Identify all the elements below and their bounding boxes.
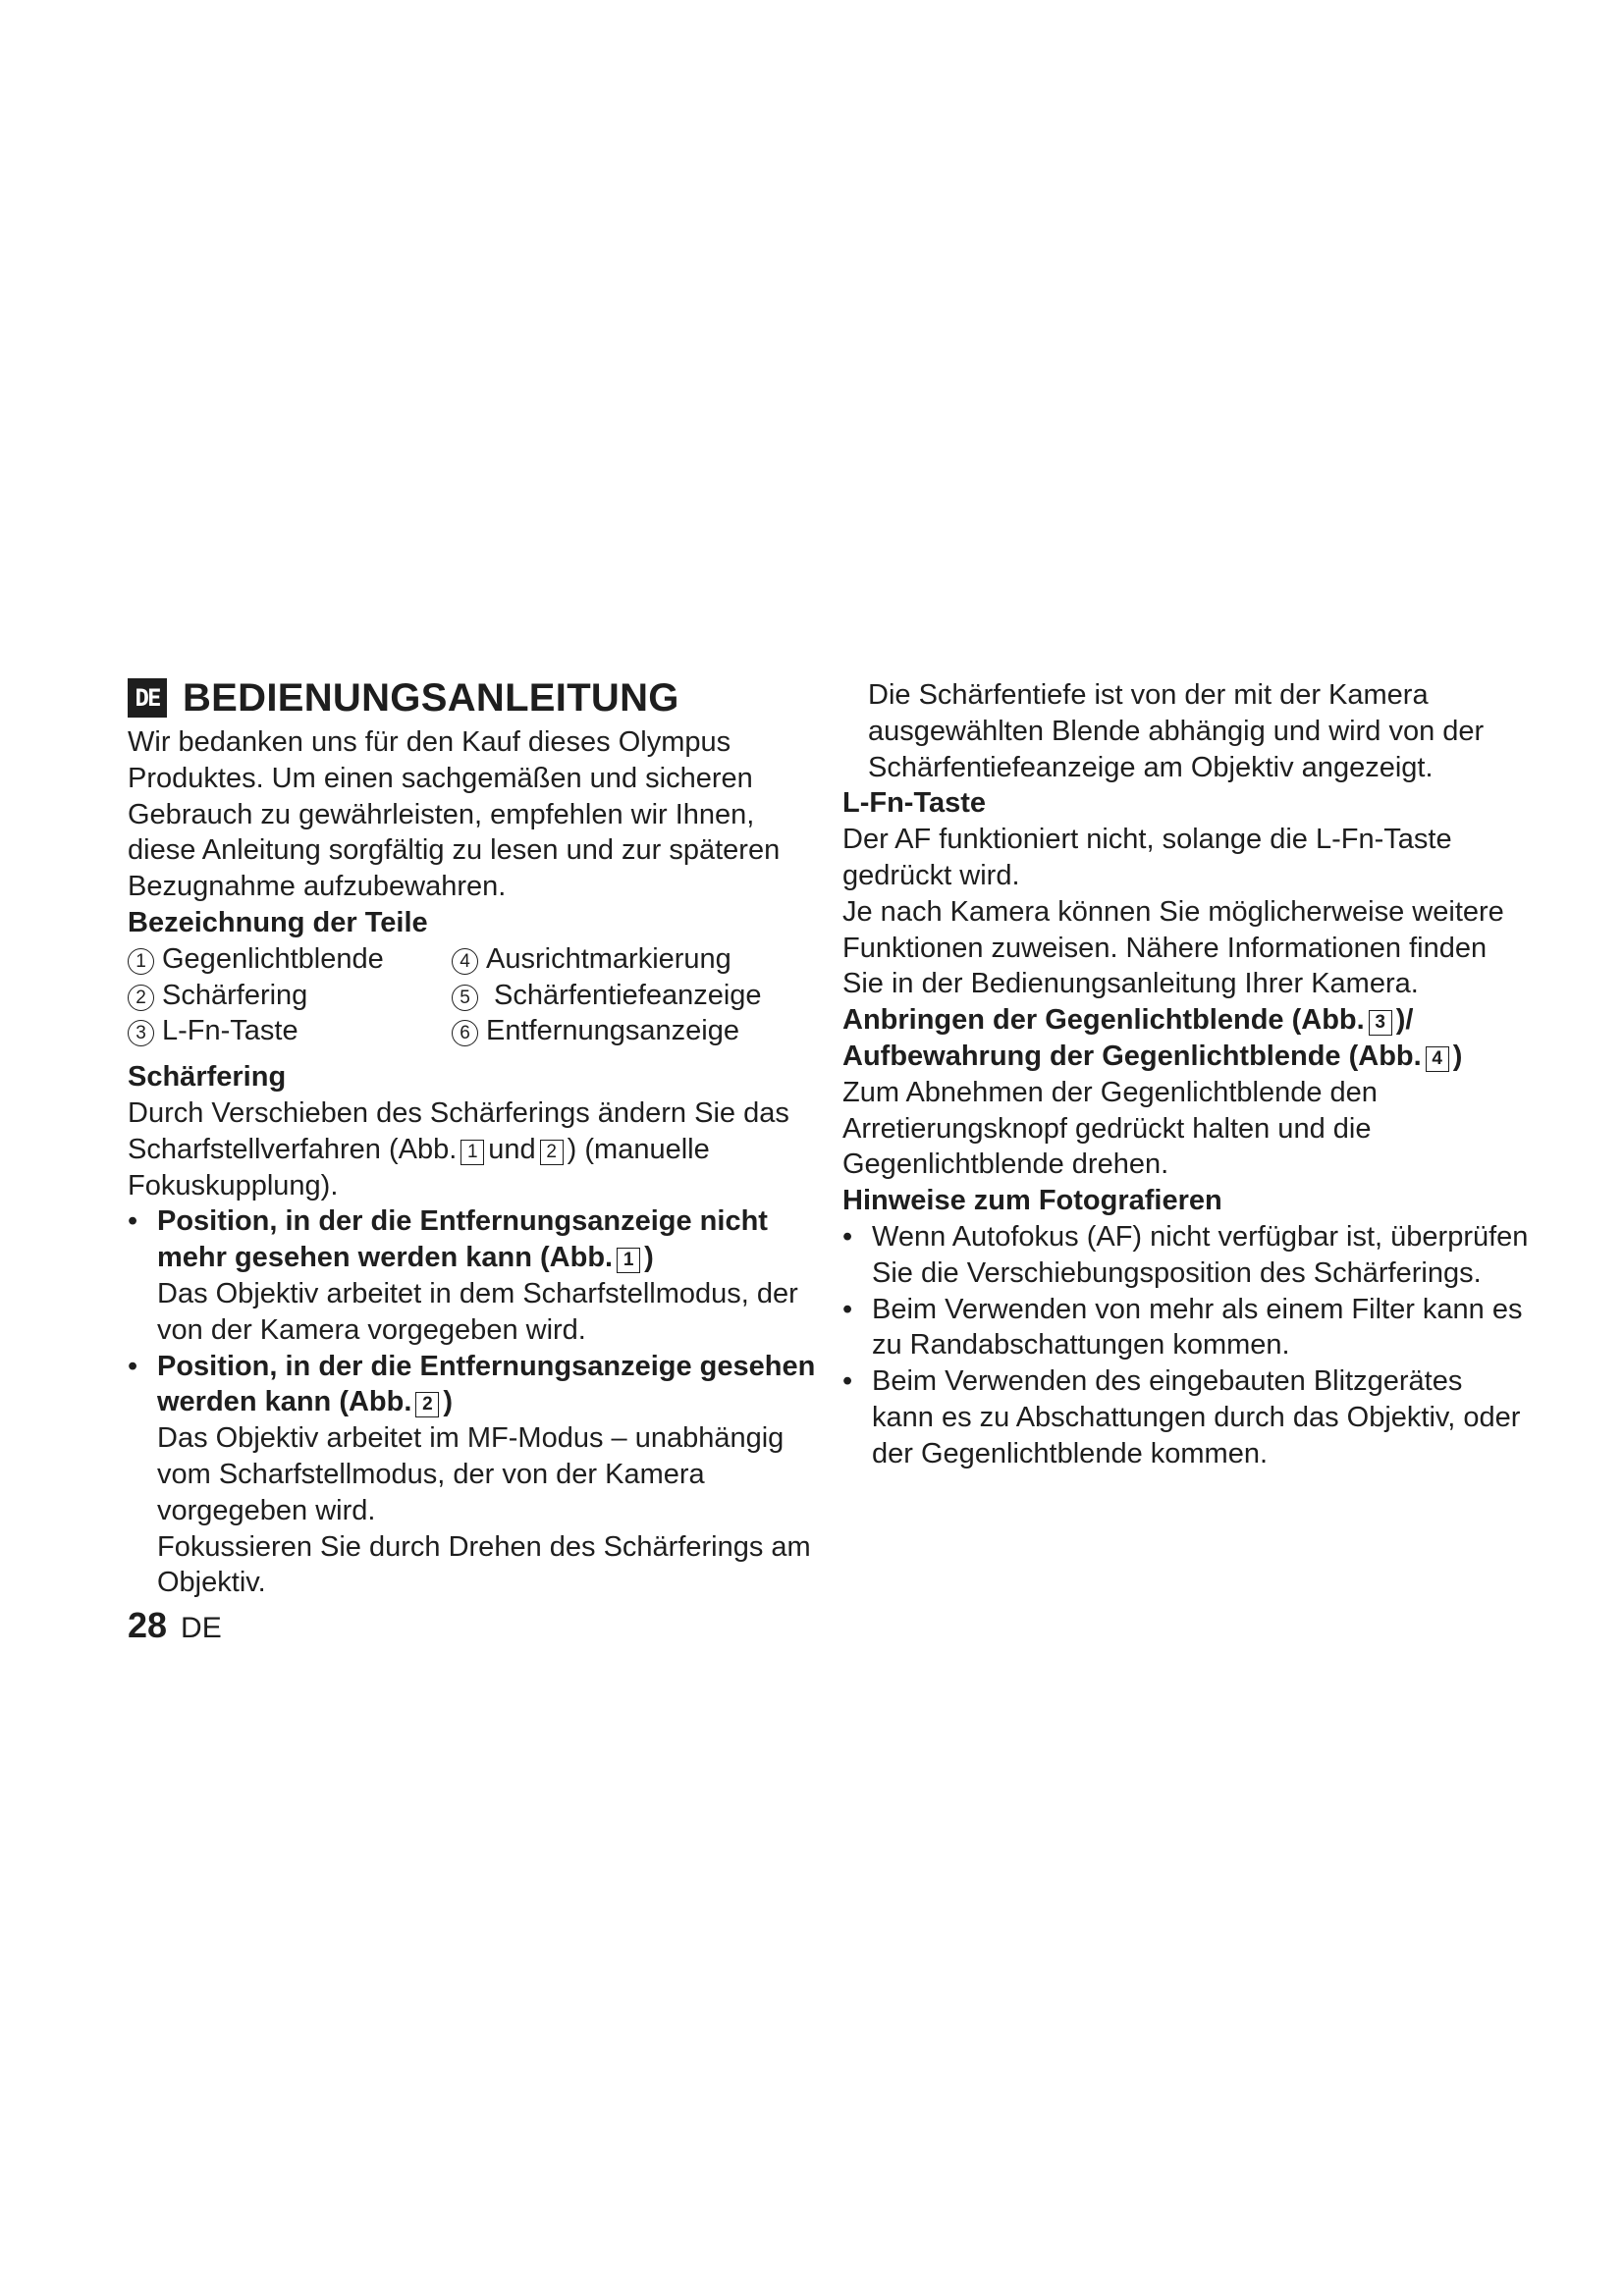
focus-ring-heading: Schärfering — [128, 1061, 287, 1094]
circled-number-icon: 4 — [452, 948, 478, 975]
tip-text: Wenn Autofokus (AF) nicht verfügbar ist, überprüfen Sie die Verschiebungsposition des Schärferings. — [872, 1220, 1529, 1289]
bullet-icon: • — [842, 1365, 853, 1398]
hood-heading — [842, 1002, 1530, 1075]
parts-item — [128, 941, 452, 978]
bullet-icon: • — [128, 1350, 138, 1382]
parts-item-label: Gegenlichtblende — [162, 942, 384, 975]
intro-paragraph: Wir bedanken uns für den Kauf dieses Olympus Produktes. Um einen sachgemäßen und sicheren Gebrauch zu gewährleisten, empfehlen wir Ihnen, diese Anleitung sorgfältig zu lesen und zur späteren Bezugnahme aufzubewahren. — [128, 726, 781, 903]
parts-heading: Bezeichnung der Teile — [128, 906, 428, 938]
bullet-item — [128, 1203, 825, 1348]
page-number: 28 — [128, 1605, 168, 1645]
tip-text: Beim Verwenden des eingebauten Blitzgerätes kann es zu Abschattungen durch das Objektiv, oder der Gegenlichtblende kommen. — [872, 1365, 1521, 1469]
parts-item-label: Schärfentiefeanzeige — [486, 979, 762, 1011]
bullet-body: Das Objektiv arbeitet in dem Scharfstellmodus, der von der Kamera vorgegeben wird. — [157, 1277, 798, 1346]
tip-item — [842, 1363, 1530, 1471]
parts-list — [128, 941, 825, 1049]
circled-number-icon: 5 — [452, 985, 478, 1011]
circled-number-icon: 1 — [128, 948, 154, 975]
tip-item — [842, 1292, 1530, 1364]
circled-number-icon: 2 — [128, 985, 154, 1011]
bullet-title — [157, 1349, 825, 1421]
page-footer — [128, 1606, 222, 1648]
bullet-icon: • — [842, 1220, 853, 1253]
parts-item — [452, 941, 825, 978]
hood-heading-close: ) — [1452, 1040, 1463, 1072]
focus-ring-text: Durch Verschieben des Schärferings ändern Sie das Scharfstellverfahren (Abb. — [128, 1096, 789, 1165]
bullet-icon: • — [842, 1293, 853, 1325]
focus-ring-paragraph — [128, 1095, 825, 1203]
circled-number-icon: 6 — [452, 1020, 478, 1046]
focus-ring-and: und — [488, 1133, 536, 1165]
parts-item — [452, 1013, 825, 1049]
title-row — [128, 675, 825, 721]
bullet-icon: • — [128, 1205, 138, 1238]
tips-heading: Hinweise zum Fotografieren — [842, 1185, 1222, 1217]
bullet-title-close: ) — [644, 1242, 654, 1274]
bullet-item — [128, 1349, 825, 1602]
circled-number-icon: 3 — [128, 1020, 154, 1046]
figure-ref-icon: 4 — [1426, 1046, 1449, 1072]
bullet-title-text: Position, in der die Entfernungsanzeige nicht mehr gesehen werden kann (Abb. — [157, 1205, 768, 1274]
language-badge-icon: DE — [128, 678, 167, 718]
document-title: BEDIENUNGSANLEITUNG — [183, 676, 679, 720]
parts-item — [128, 978, 452, 1014]
parts-item — [128, 1013, 452, 1049]
right-column — [842, 677, 1530, 1472]
spacer — [128, 1049, 825, 1059]
focus-ring-text-end: ) (manuelle Fokuskupplung). — [128, 1133, 710, 1201]
figure-ref-icon: 2 — [540, 1140, 564, 1165]
parts-item-label: L-Fn-Taste — [162, 1015, 298, 1047]
hood-heading-sep: )/ — [1395, 1004, 1414, 1037]
figure-ref-icon: 1 — [460, 1140, 484, 1165]
bullet-body-2: Fokussieren Sie durch Drehen des Schärferings am Objektiv. — [157, 1530, 811, 1599]
bullet-title — [157, 1203, 825, 1276]
hood-heading-2: Aufbewahrung der Gegenlichtblende (Abb. — [842, 1040, 1422, 1072]
tip-item — [842, 1219, 1530, 1292]
parts-item-label: Entfernungsanzeige — [486, 1015, 739, 1047]
parts-item-label: Ausrichtmarkierung — [486, 942, 731, 975]
page-language: DE — [181, 1612, 222, 1644]
hood-paragraph: Zum Abnehmen der Gegenlichtblende den Arretierungsknopf gedrückt halten und die Gegenlichtblende drehen. — [842, 1076, 1378, 1181]
lfn-paragraph-1: Der AF funktioniert nicht, solange die L-Fn-Taste gedrückt wird. — [842, 824, 1452, 891]
figure-ref-icon: 2 — [415, 1392, 439, 1417]
tip-text: Beim Verwenden von mehr als einem Filter kann es zu Randabschattungen kommen. — [872, 1293, 1523, 1362]
depth-of-field-text: Die Schärfentiefe ist von der mit der Kamera ausgewählten Blende abhängig und wird von der Schärfentiefeanzeige am Objektiv angezeigt. — [868, 679, 1485, 783]
parts-item-label: Schärfering — [162, 979, 308, 1011]
figure-ref-icon: 3 — [1369, 1010, 1392, 1036]
lfn-paragraph-2: Je nach Kamera können Sie möglicherweise weitere Funktionen zuweisen. Nähere Informationen finden Sie in der Bedienungsanleitung Ihrer Kamera. — [842, 895, 1504, 1000]
figure-ref-icon: 1 — [617, 1248, 640, 1273]
parts-item — [452, 978, 825, 1014]
lfn-heading: L-Fn-Taste — [842, 787, 987, 820]
bullet-body: Das Objektiv arbeitet im MF-Modus – unabhängig vom Scharfstellmodus, der von der Kamera vorgegeben wird. — [157, 1422, 785, 1526]
bullet-title-close: ) — [443, 1386, 454, 1418]
bullet-title-text: Position, in der die Entfernungsanzeige gesehen werden kann (Abb. — [157, 1350, 816, 1418]
hood-heading-1: Anbringen der Gegenlichtblende (Abb. — [842, 1004, 1365, 1037]
left-column — [128, 677, 825, 1601]
